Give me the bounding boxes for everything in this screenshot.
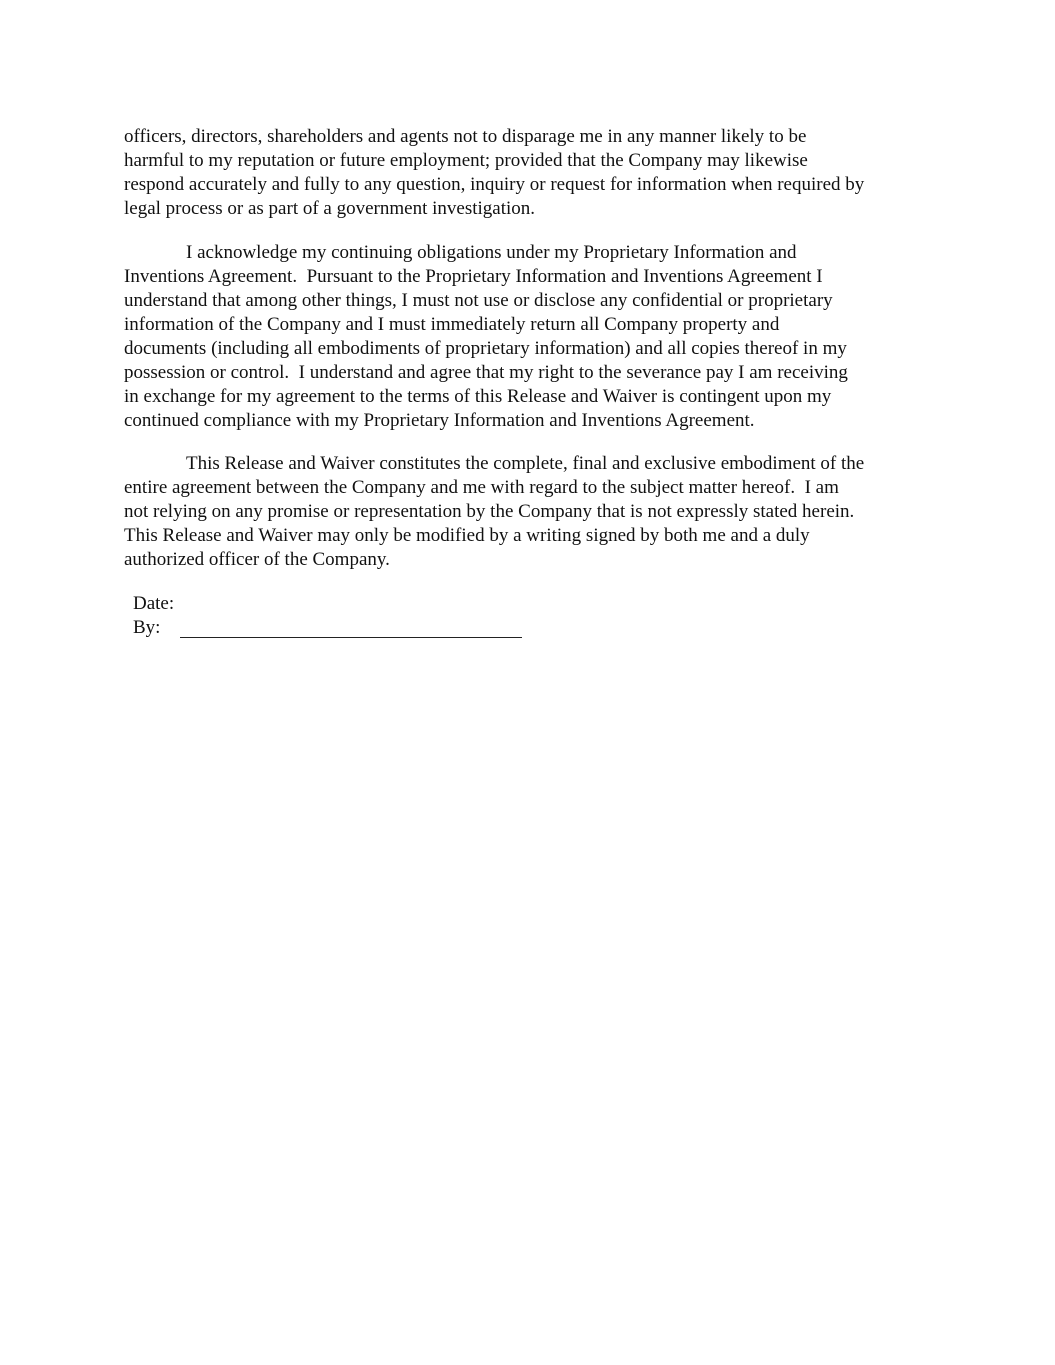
paragraph-line: legal process or as part of a government investigation. [124,198,536,219]
paragraph-line: authorized officer of the Company. [124,549,390,570]
by-label: By: [133,617,161,638]
date-label: Date: [133,593,175,614]
paragraph-line: documents (including all embodiments of proprietary information) and all copies thereof in my [124,338,847,359]
paragraph-line: information of the Company and I must immediately return all Company property and [124,314,780,335]
paragraph-line: This Release and Waiver constitutes the complete, final and exclusive embodiment of the [186,453,865,474]
paragraph-line: entire agreement between the Company and me with regard to the subject matter hereof. I am [124,477,839,498]
paragraph-line: This Release and Waiver may only be modified by a writing signed by both me and a duly [124,525,810,546]
paragraph-entire-agreement [124,452,944,572]
paragraph-line: I acknowledge my continuing obligations under my Proprietary Information and [186,242,797,263]
paragraph-non-disparagement [124,125,944,221]
paragraph-line: respond accurately and fully to any question, inquiry or request for information when required by [124,174,865,195]
paragraph-line: officers, directors, shareholders and agents not to disparage me in any manner likely to be [124,126,807,147]
paragraph-line: continued compliance with my Proprietary Information and Inventions Agreement. [124,410,755,431]
paragraph-line: not relying on any promise or representation by the Company that is not expressly stated herein. [124,501,855,522]
paragraph-line: possession or control. I understand and agree that my right to the severance pay I am receiving [124,362,848,383]
paragraph-proprietary-information [124,241,944,433]
paragraph-line: understand that among other things, I must not use or disclose any confidential or proprietary [124,290,833,311]
signature-line [180,637,522,638]
paragraph-line: Inventions Agreement. Pursuant to the Proprietary Information and Inventions Agreement I [124,266,823,287]
paragraph-line: harmful to my reputation or future employment; provided that the Company may likewise [124,150,808,171]
paragraph-line: in exchange for my agreement to the terms of this Release and Waiver is contingent upon my [124,386,832,407]
